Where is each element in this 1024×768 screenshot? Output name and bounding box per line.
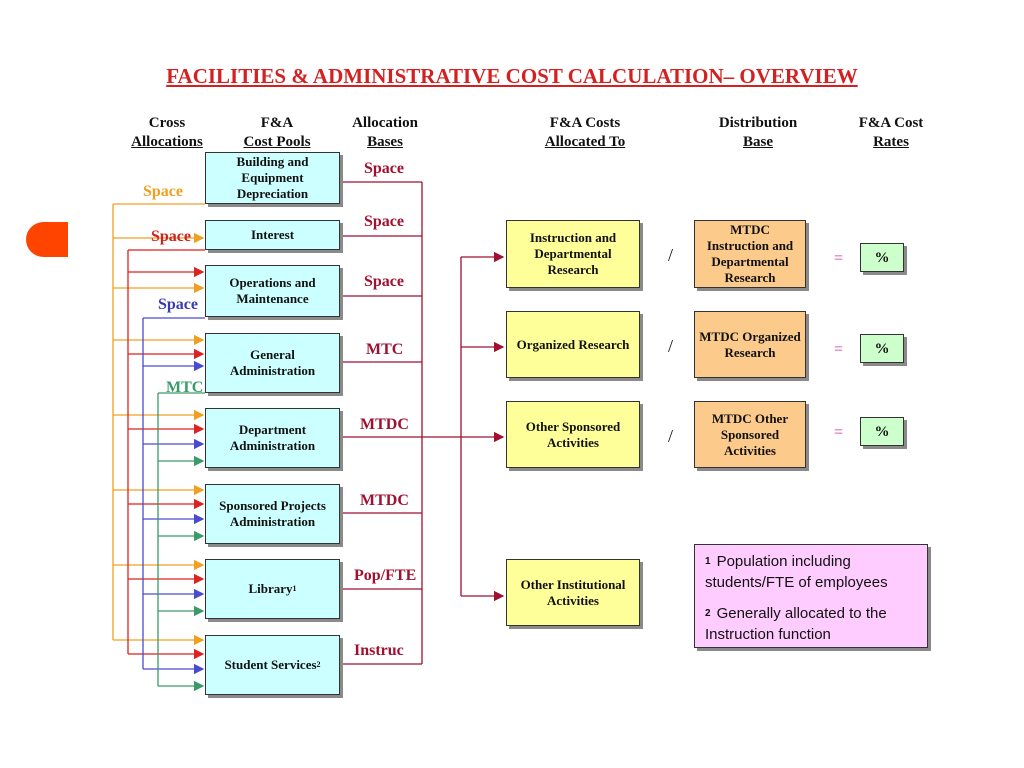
header-distribution-line1: Distribution xyxy=(718,115,798,131)
pool-label: Interest xyxy=(250,227,295,242)
rate-other-sponsored xyxy=(860,417,904,446)
target-other-sponsored xyxy=(506,401,640,468)
header-allocated-line1: F&A Costs xyxy=(549,115,621,131)
pool-library xyxy=(205,559,340,619)
footnote-1 xyxy=(705,551,920,593)
rate-label: % xyxy=(874,340,890,357)
header-distribution-base xyxy=(698,114,818,152)
base-label: MTDC xyxy=(360,492,409,509)
header-allocated-to xyxy=(515,114,655,152)
header-cross-line2: Allocations xyxy=(131,134,203,150)
header-rates-line2: Rates xyxy=(873,134,909,150)
pool-building-depreciation xyxy=(205,152,340,204)
dist-base-organized-research xyxy=(694,311,806,378)
footnote-number: 2 xyxy=(705,608,711,619)
pool-label: Department Administration xyxy=(229,422,316,453)
rate-label: % xyxy=(874,249,890,266)
rate-instruction xyxy=(860,243,904,272)
equals-sign: = xyxy=(834,424,844,441)
divide-operator: / xyxy=(668,426,674,446)
footnote-ref: 2 xyxy=(316,660,321,669)
dist-base-other-sponsored xyxy=(694,401,806,468)
dist-label: MTDC Other Sponsored Activities xyxy=(711,410,789,458)
base-label: Space xyxy=(364,213,404,230)
equals-sign: = xyxy=(834,250,844,267)
footnote-text: Population including students/FTE of employees xyxy=(705,553,888,591)
base-label: Space xyxy=(364,160,404,177)
footnote-number: 1 xyxy=(705,556,711,567)
header-cross-allocations xyxy=(112,114,222,152)
rate-label: % xyxy=(874,423,890,440)
footnote-ref: 1 xyxy=(292,584,297,593)
page-title: FACILITIES & ADMINISTRATIVE COST CALCULATION– OVERVIEW xyxy=(166,64,858,88)
cross-label-space: Space xyxy=(158,296,198,313)
pool-label: General Administration xyxy=(229,347,316,378)
header-distribution-line2: Base xyxy=(743,134,773,150)
target-label: Organized Research xyxy=(516,336,630,352)
pool-label: Student Services xyxy=(224,657,317,672)
pool-general-administration xyxy=(205,333,340,393)
header-cost-pools xyxy=(222,114,332,152)
pool-label: Sponsored Projects Administration xyxy=(219,498,326,529)
header-cost-rates xyxy=(836,114,946,152)
base-label: MTDC xyxy=(360,416,409,433)
target-other-institutional xyxy=(506,559,640,626)
footnotes-box xyxy=(694,544,928,648)
footnote-text: Generally allocated to the Instruction function xyxy=(705,605,887,643)
header-pools-line1: F&A xyxy=(260,115,294,131)
header-allocated-line2: Allocated To xyxy=(544,134,626,150)
base-label: Space xyxy=(364,273,404,290)
pool-interest xyxy=(205,220,340,250)
pool-sponsored-projects-administration xyxy=(205,484,340,544)
divide-operator: / xyxy=(668,336,674,356)
pool-label: Operations and Maintenance xyxy=(229,275,316,306)
divide-operator: / xyxy=(668,245,674,265)
target-organized-research xyxy=(506,311,640,378)
equals-sign: = xyxy=(834,341,844,358)
cross-label-space: Space xyxy=(143,183,183,200)
target-label: Other Sponsored Activities xyxy=(525,418,621,450)
base-label: Instruc xyxy=(354,642,404,659)
header-allocation-bases xyxy=(330,114,440,152)
dist-label: MTDC Instruction and Departmental Research xyxy=(706,222,794,285)
pool-student-services xyxy=(205,635,340,695)
target-instruction-research xyxy=(506,220,640,288)
pool-label: Library xyxy=(248,581,293,596)
header-rates-line1: F&A Cost xyxy=(858,115,924,131)
header-pools-line2: Cost Pools xyxy=(243,134,311,150)
base-label: MTC xyxy=(366,341,404,358)
footnote-2 xyxy=(705,603,920,645)
dist-label: MTDC Organized Research xyxy=(699,328,801,360)
base-label: Pop/FTE xyxy=(354,567,417,584)
cross-label-mtc: MTC xyxy=(166,379,204,396)
pool-operations-maintenance xyxy=(205,265,340,317)
pool-department-administration xyxy=(205,408,340,468)
header-bases-line2: Bases xyxy=(367,134,403,150)
header-bases-line1: Allocation xyxy=(352,115,418,131)
target-label: Other Institutional Activities xyxy=(520,576,626,608)
pool-label: Building and Equipment Depreciation xyxy=(236,154,309,201)
rate-organized-research xyxy=(860,334,904,363)
cross-label-space: Space xyxy=(151,228,191,245)
header-cross-line1: Cross xyxy=(148,115,186,131)
dist-base-instruction xyxy=(694,220,806,288)
target-label: Instruction and Departmental Research xyxy=(529,230,617,277)
